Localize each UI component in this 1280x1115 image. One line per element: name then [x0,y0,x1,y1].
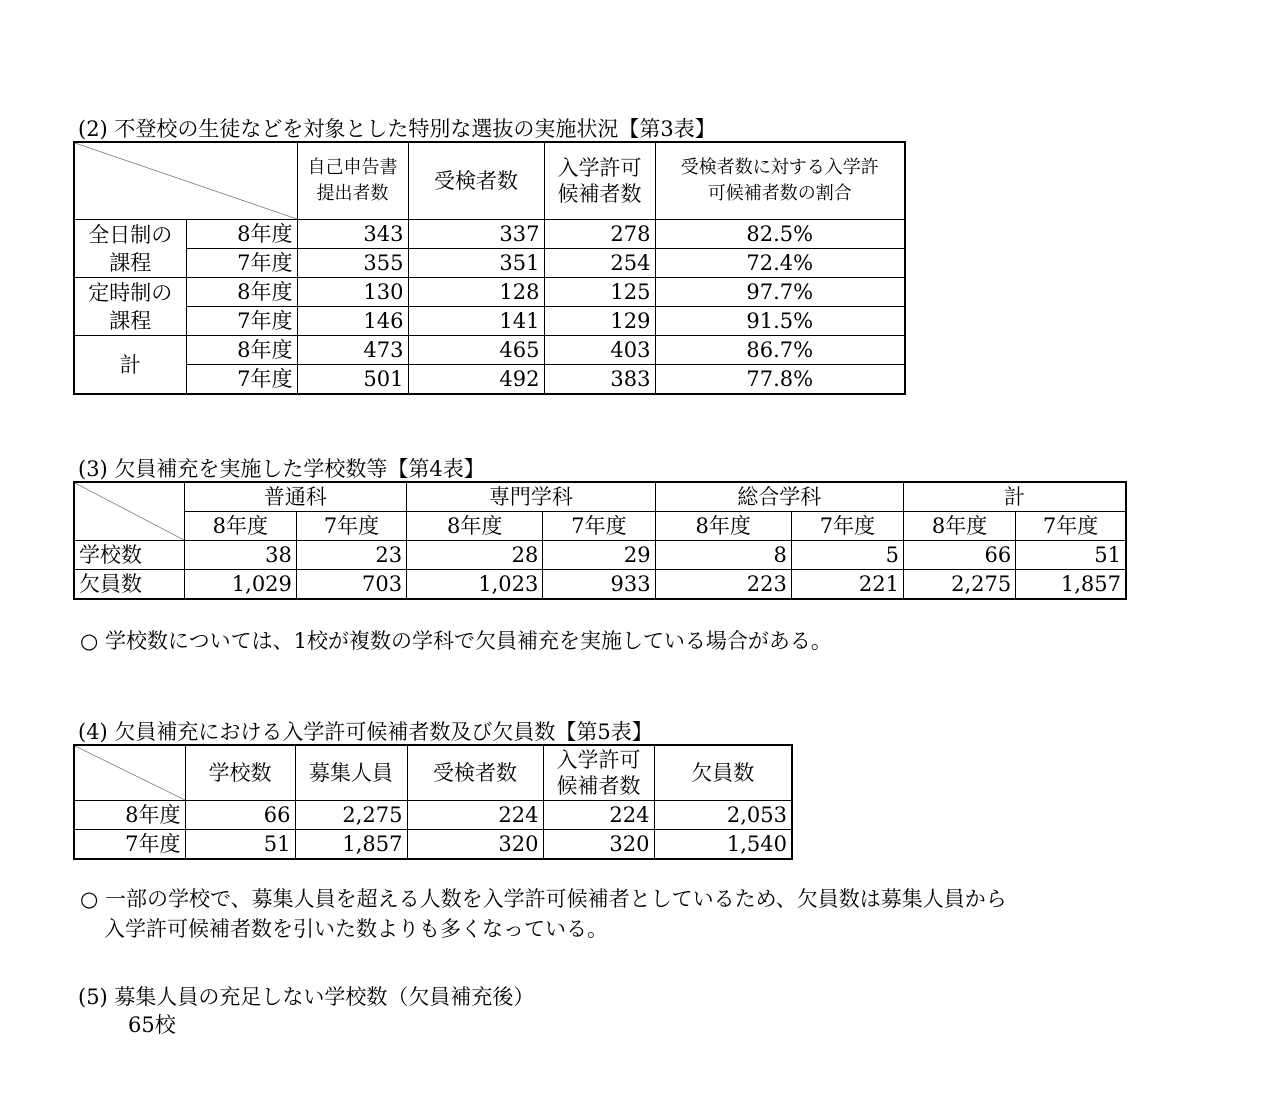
table-5-col-examinees: 受検者数 [407,745,543,801]
table-3-cell: 492 [408,365,544,395]
table-3-col-self-report: 自己申告書 提出者数 [297,142,408,220]
table-3-year: 7年度 [186,249,297,278]
table-4-cell: 29 [543,541,655,570]
table-3-cell: 343 [297,220,408,249]
table-3-group-label: 計 [74,336,186,395]
table-4-cell: 2,275 [904,570,1016,600]
table-3-col-examinees: 受検者数 [408,142,544,220]
table-3-cell: 278 [544,220,655,249]
table-4-cell: 1,029 [184,570,296,600]
table-4-cell: 66 [904,541,1016,570]
table-3-cell: 82.5% [655,220,905,249]
table-4-cell: 703 [296,570,406,600]
table-5-cell: 224 [407,801,543,830]
table-3-cell: 473 [297,336,408,365]
table-4-group-header: 計 [904,482,1126,512]
table-4-cell: 23 [296,541,406,570]
table-3-year: 7年度 [186,307,297,336]
table-3-cell: 146 [297,307,408,336]
table-4-year-header: 7年度 [296,512,406,541]
table-3-corner [74,142,297,220]
section4-heading: (4) 欠員補充における入学許可候補者数及び欠員数【第5表】 [78,720,653,744]
table-3-group-label: 定時制の 課程 [74,278,186,336]
table-4-cell: 223 [655,570,791,600]
table-3-cell: 97.7% [655,278,905,307]
table-3-year: 8年度 [186,278,297,307]
table-4-cell: 28 [407,541,543,570]
table-3-cell: 129 [544,307,655,336]
table-3 [73,141,906,395]
table-5-year: 8年度 [74,801,185,830]
table-4 [73,481,1127,600]
table-5-cell: 1,857 [295,830,407,860]
section4-note-line1: ○ 一部の学校で、募集人員を超える人数を入学許可候補者としているため、欠員数は募集人員から [80,887,1007,911]
table-4-group-header: 専門学科 [407,482,655,512]
table-4-cell: 221 [791,570,903,600]
table-3-cell: 72.4% [655,249,905,278]
table-3-year: 8年度 [186,336,297,365]
table-5-col-vacancies: 欠員数 [654,745,792,801]
table-5-cell: 224 [543,801,654,830]
table-5-year: 7年度 [74,830,185,860]
table-3-cell: 77.8% [655,365,905,395]
table-4-cell: 5 [791,541,903,570]
table-4-year-header: 8年度 [655,512,791,541]
table-3-cell: 86.7% [655,336,905,365]
table-5-cell: 66 [185,801,295,830]
table-3-col-admitted: 入学許可 候補者数 [544,142,655,220]
table-5-cell: 2,275 [295,801,407,830]
table-3-cell: 130 [297,278,408,307]
table-4-year-header: 8年度 [904,512,1016,541]
table-3-cell: 125 [544,278,655,307]
table-5-cell: 1,540 [654,830,792,860]
table-3-year: 7年度 [186,365,297,395]
table-3-cell: 351 [408,249,544,278]
table-5-cell: 320 [543,830,654,860]
table-4-cell: 8 [655,541,791,570]
table-3-cell: 141 [408,307,544,336]
table-4-cell: 51 [1016,541,1126,570]
table-3-year: 8年度 [186,220,297,249]
section3-heading: (3) 欠員補充を実施した学校数等【第4表】 [78,457,485,481]
section2-heading: (2) 不登校の生徒などを対象とした特別な選抜の実施状況【第3表】 [78,117,716,141]
table-3-cell: 128 [408,278,544,307]
table-4-row-label: 欠員数 [74,570,184,600]
table-3-cell: 355 [297,249,408,278]
table-4-cell: 38 [184,541,296,570]
table-5 [73,744,793,860]
table-4-year-header: 8年度 [407,512,543,541]
table-5-cell: 320 [407,830,543,860]
table-5-cell: 2,053 [654,801,792,830]
table-4-row-label: 学校数 [74,541,184,570]
section5-heading: (5) 募集人員の充足しない学校数（欠員補充後） [78,985,535,1009]
table-3-cell: 254 [544,249,655,278]
table-3-group-label: 全日制の 課程 [74,220,186,278]
table-3-cell: 465 [408,336,544,365]
table-3-cell: 403 [544,336,655,365]
table-4-year-header: 7年度 [543,512,655,541]
table-4-corner [74,482,184,541]
section3-note: ○ 学校数については、1校が複数の学科で欠員補充を実施している場合がある。 [80,629,832,653]
table-5-col-schools: 学校数 [185,745,295,801]
section4-note-line2: 入学許可候補者数を引いた数よりも多くなっている。 [104,917,608,941]
table-3-col-ratio: 受検者数に対する入学許 可候補者数の割合 [655,142,905,220]
table-4-cell: 1,023 [407,570,543,600]
table-4-cell: 1,857 [1016,570,1126,600]
table-3-cell: 383 [544,365,655,395]
section5-value: 65校 [128,1013,176,1037]
table-5-corner [74,745,185,801]
table-3-cell: 91.5% [655,307,905,336]
table-4-year-header: 8年度 [184,512,296,541]
table-4-group-header: 普通科 [184,482,406,512]
table-3-cell: 337 [408,220,544,249]
table-5-col-capacity: 募集人員 [295,745,407,801]
table-5-col-admitted: 入学許可 候補者数 [543,745,654,801]
table-4-year-header: 7年度 [791,512,903,541]
table-4-year-header: 7年度 [1016,512,1126,541]
table-4-group-header: 総合学科 [655,482,903,512]
table-3-cell: 501 [297,365,408,395]
table-5-cell: 51 [185,830,295,860]
table-4-cell: 933 [543,570,655,600]
